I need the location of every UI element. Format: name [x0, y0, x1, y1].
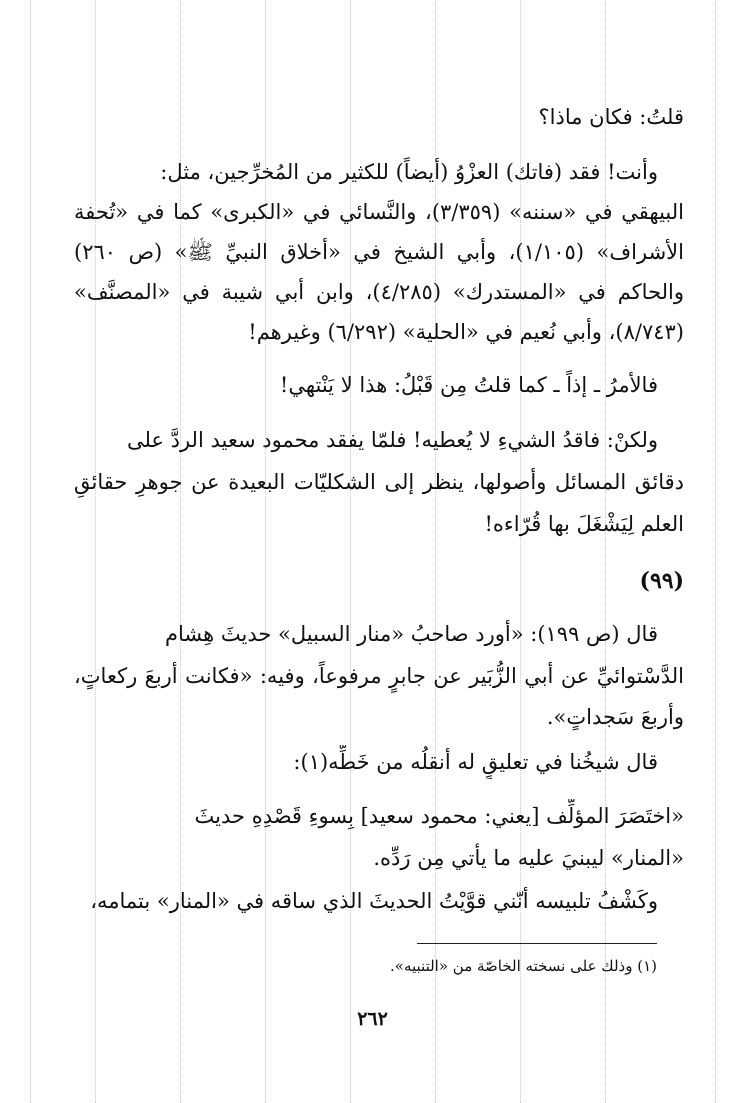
footnote-divider — [417, 943, 657, 944]
text-line: ولكنْ: فاقدُ الشيءِ لا يُعطيه! فلمّا يفقد محمود سعيد الردَّ على — [126, 428, 658, 452]
text-line: «المنار» ليبنيَ عليه ما يأتي مِن رَدِّه. — [373, 846, 684, 870]
text-line: (٨/٧٤٣)، وأبي نُعيم في «الحلية» (٦/٢٩٢) وغيرهم! — [248, 320, 684, 344]
dotted-guide — [715, 0, 716, 1103]
text-line: وأربعَ سَجداتٍ». — [546, 705, 684, 729]
text-line: العلم لِيَشْغَلَ بها قُرّاءه! — [484, 512, 684, 536]
footnote: (١) وذلك على نسخته الخاصّة من «التنبيه». — [390, 957, 657, 975]
text-line: وأنت! فقد (فاتك) العزْوُ (أيضاً) للكثير من المُخرِّجين، مثل: — [160, 160, 658, 184]
text-line: وكَشْفُ تلبيسه أنّني قوَّيْتُ الحديثَ الذي ساقه في «المنار» بتمامه، — [90, 889, 658, 913]
text-line: «اختَصَرَ المؤلِّف [يعني: محمود سعيد] بِسوءِ قَصْدِهِ حديثَ — [194, 804, 684, 828]
text-line: الأشراف» (١/١٠٥)، وأبي الشيخ في «أخلاق النبيِّ ﷺ» (ص ٢٦٠) — [74, 240, 684, 264]
dotted-guide — [30, 0, 31, 1103]
section-heading: (٩٩) — [639, 568, 684, 594]
text-line: والحاكم في «المستدرك» (٤/٢٨٥)، وابن أبي شيبة في «المصنَّف» — [74, 280, 684, 304]
text-line: دقائق المسائل وأصولها، ينظر إلى الشكليّات البعيدة عن جوهرِ حقائقِ — [74, 470, 684, 494]
text-line: البيهقي في «سننه» (٣/٣٥٩)، والنَّسائي في «الكبرى» كما في «تُحفة — [74, 200, 684, 224]
text-line: قال (ص ١٩٩): «أورد صاحبُ «منار السبيل» حديثَ هِشام — [165, 622, 658, 646]
text-line: فالأمرُ ـ إذاً ـ كما قلتُ مِن قَبْلُ: هذا لا يَنْتهي! — [279, 373, 658, 397]
text-line: قال شيخُنا في تعليقٍ له أنقلُه من خَطِّه(١): — [293, 750, 658, 774]
text-line: الدَّسْتوائيِّ عن أبي الزُّبَير عن جابرٍ مرفوعاً، وفيه: «فكانت أربعَ ركعاتٍ، — [74, 664, 684, 688]
text-line: قلتُ: فكان ماذا؟ — [538, 105, 684, 129]
page-number: ٢٦٢ — [357, 1008, 388, 1030]
